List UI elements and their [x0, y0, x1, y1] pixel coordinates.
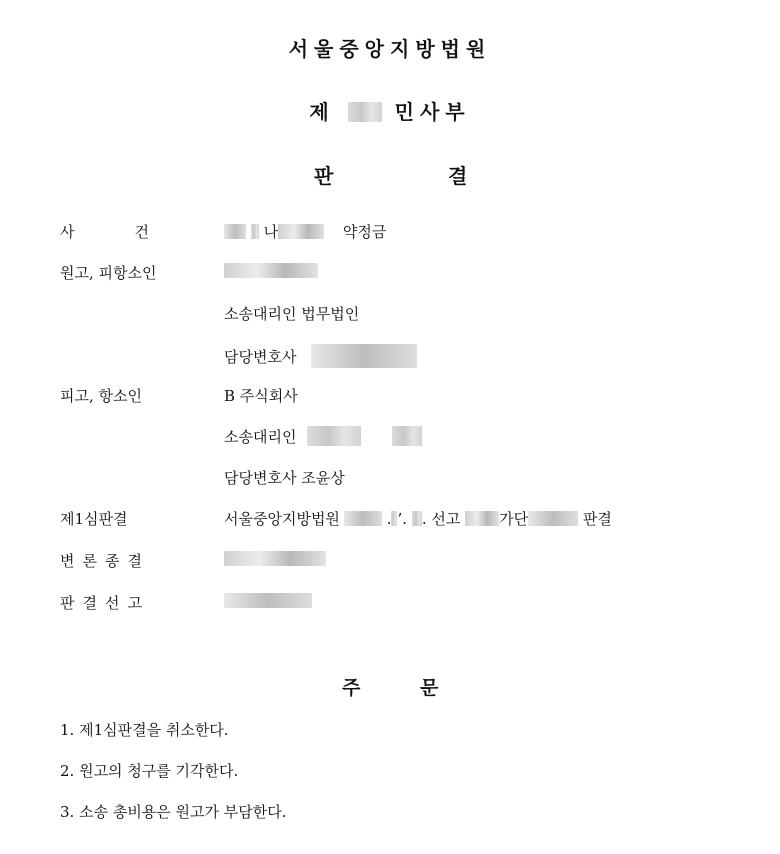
plaintiff-attorney-label: 담당변호사 — [224, 348, 297, 366]
decision-label: 판결선고 — [60, 594, 150, 612]
redacted-first-instance-case-year — [465, 511, 499, 526]
defendant-counsel — [224, 426, 422, 447]
defendant-label: 피고, 항소인 — [60, 387, 142, 405]
redacted-plaintiff-attorney — [311, 344, 417, 368]
defendant-attorney: 담당변호사 조윤상 — [224, 469, 345, 487]
plaintiff-attorney — [224, 344, 417, 368]
order-item-3: 3. 소송 총비용은 원고가 부담한다. — [60, 803, 287, 821]
plaintiff-label: 원고, 피항소인 — [60, 264, 157, 282]
redacted-plaintiff-name — [224, 263, 318, 278]
redacted-first-instance-day — [412, 511, 422, 526]
order-title-left: 주 — [342, 677, 361, 699]
first-instance-announce: 선고 — [431, 510, 461, 528]
first-instance-court: 서울중앙지방법원 — [224, 510, 340, 528]
redacted-first-instance-case-number — [528, 511, 578, 526]
redacted-case-number — [278, 224, 324, 239]
plaintiff-counsel: 소송대리인 법무법인 — [224, 305, 360, 323]
order-item-1: 1. 제1심판결을 취소한다. — [60, 721, 229, 739]
court-name: 서울중앙지방법원 — [288, 37, 492, 61]
redacted-division-number — [348, 102, 382, 122]
case-label-text: 사 건 — [60, 223, 149, 241]
judgment-title-left: 판 — [314, 164, 334, 188]
order-title-right: 문 — [420, 677, 439, 699]
plaintiff-name — [224, 262, 318, 280]
closing-label: 변론종결 — [60, 552, 150, 570]
redacted-first-instance-year — [344, 511, 382, 526]
closing-date — [224, 550, 326, 568]
first-instance-value — [224, 508, 612, 529]
first-instance-case: 가단 — [499, 510, 529, 528]
judgment-title-right: 결 — [448, 164, 468, 188]
redacted-case-year — [224, 224, 246, 239]
redacted-case-year-2 — [251, 224, 259, 239]
redacted-closing-date — [224, 551, 326, 566]
order-item-2: 2. 원고의 청구를 기각한다. — [60, 762, 239, 780]
redacted-defendant-counsel-2 — [392, 426, 422, 446]
first-instance-sep-1: . — [386, 510, 392, 528]
case-number — [224, 221, 386, 242]
defendant-name: B 주식회사 — [224, 387, 298, 405]
division-title — [0, 96, 780, 125]
first-instance-suffix: 판결 — [582, 510, 612, 528]
decision-date — [224, 592, 312, 610]
division-prefix: 제 — [309, 100, 335, 124]
first-instance-sep-2: ’. — [397, 510, 408, 528]
case-suffix: 약정금 — [342, 223, 387, 241]
division-suffix: 민사부 — [394, 100, 471, 124]
redacted-defendant-counsel-1 — [307, 426, 361, 446]
defendant-counsel-label: 소송대리인 — [224, 428, 297, 446]
first-instance-sep-3: . — [421, 510, 427, 528]
case-mid: 나 — [263, 223, 279, 241]
redacted-decision-date — [224, 593, 312, 608]
first-instance-label: 제1심판결 — [60, 510, 128, 528]
